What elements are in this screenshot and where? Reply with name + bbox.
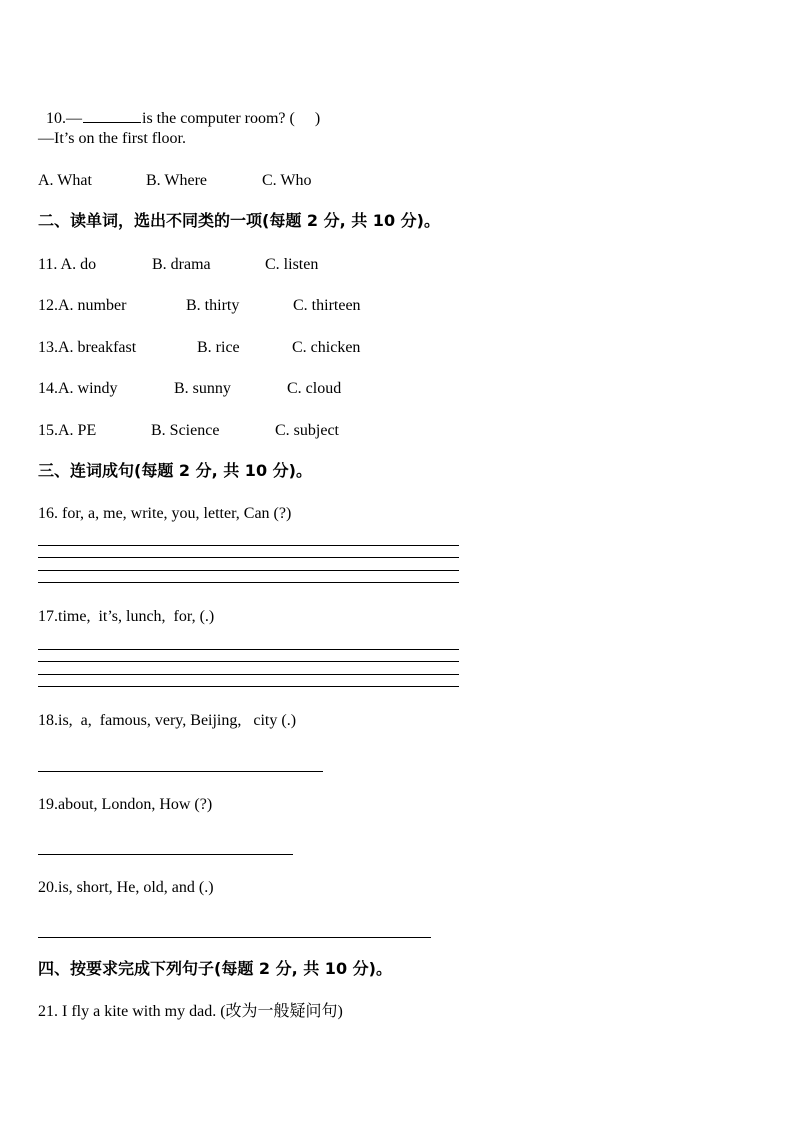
option-a: A. What	[38, 172, 92, 189]
question-20: 20.is, short, He, old, and (.)	[38, 879, 214, 896]
answer-line[interactable]	[38, 582, 459, 583]
question-15-option-b: B. Science	[151, 422, 220, 439]
question-10-answer: —It’s on the first floor.	[38, 130, 186, 147]
question-13-option-a: 13.A. breakfast	[38, 339, 137, 356]
question-21: 21. I fly a kite with my dad. (改为一般疑问句)	[38, 1003, 343, 1020]
question-14-option-a: 14.A. windy	[38, 380, 118, 397]
answer-line[interactable]	[38, 661, 459, 662]
question-13-option-b: B. rice	[197, 339, 240, 356]
question-16: 16. for, a, me, write, you, letter, Can (?)	[38, 505, 292, 522]
answer-line[interactable]	[38, 854, 293, 855]
question-10-prefix: 10.—	[46, 110, 82, 127]
answer-line[interactable]	[38, 570, 459, 571]
question-12-option-b: B. thirty	[186, 297, 240, 314]
question-11-option-b: B. drama	[152, 256, 211, 273]
section-4-heading: 四、按要求完成下列句子(每题 2 分, 共 10 分)。	[38, 959, 392, 978]
question-17: 17.time, it’s, lunch, for, (.)	[38, 608, 215, 625]
answer-line[interactable]	[38, 937, 431, 938]
question-14-option-c: C. cloud	[287, 380, 342, 397]
question-14-option-b: B. sunny	[174, 380, 231, 397]
question-15-option-a: 15.A. PE	[38, 422, 97, 439]
answer-line[interactable]	[38, 771, 323, 772]
question-15-option-c: C. subject	[275, 422, 339, 439]
question-12-option-c: C. thirteen	[293, 297, 361, 314]
question-12-option-a: 12.A. number	[38, 297, 127, 314]
answer-line[interactable]	[38, 557, 459, 558]
question-11-option-c: C. listen	[265, 256, 319, 273]
answer-line[interactable]	[38, 686, 459, 687]
question-18: 18.is, a, famous, very, Beijing, city (.)	[38, 712, 297, 729]
answer-line[interactable]	[38, 649, 459, 650]
question-10-text: is the computer room? ( )	[142, 110, 321, 127]
answer-line[interactable]	[38, 674, 459, 675]
question-19: 19.about, London, How (?)	[38, 796, 213, 813]
question-13-option-c: C. chicken	[292, 339, 361, 356]
question-11-option-a: 11. A. do	[38, 256, 97, 273]
answer-blank[interactable]	[83, 108, 141, 123]
option-c: C. Who	[262, 172, 312, 189]
section-3-heading: 三、连词成句(每题 2 分, 共 10 分)。	[38, 461, 312, 480]
answer-line[interactable]	[38, 545, 459, 546]
option-b: B. Where	[146, 172, 208, 189]
section-2-heading: 二、读单词，选出不同类的一项(每题 2 分, 共 10 分)。	[38, 211, 440, 230]
question-10	[38, 88, 320, 129]
